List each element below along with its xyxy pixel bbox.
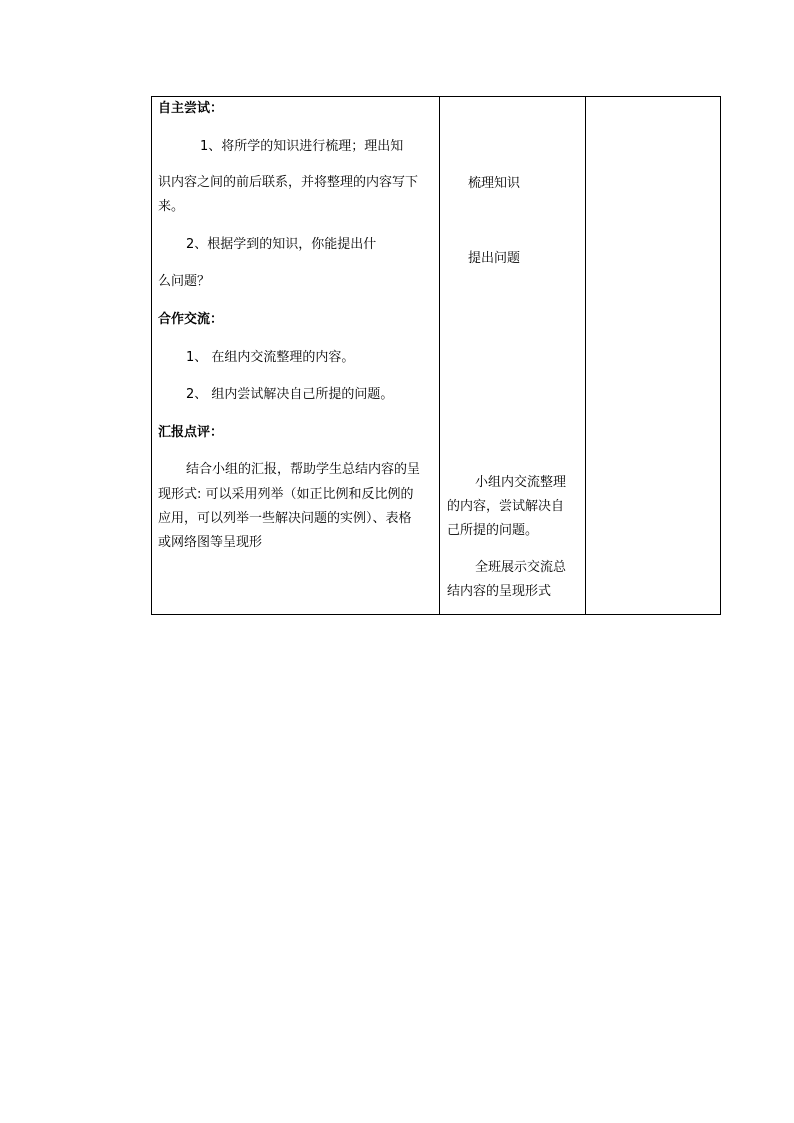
activity3-line1: 小组内交流整理 bbox=[475, 475, 567, 490]
activity4-line2: 结内容的呈现形式 bbox=[447, 584, 552, 599]
heading-cooperation: 合作交流： bbox=[158, 312, 224, 327]
activity3-line3: 己所提的问题。 bbox=[447, 523, 539, 538]
item1-line3: 来。 bbox=[158, 199, 185, 214]
report-line1: 结合小组的汇报，帮助学生总结内容的呈 bbox=[186, 462, 421, 477]
table-row bbox=[152, 97, 721, 615]
report-line3: 应用，可以列举一些解决问题的实例）、表格 bbox=[158, 511, 412, 526]
report-line2: 现形式: 可以采用列举（如正比例和反比例的 bbox=[158, 487, 414, 502]
teacher-activity-cell bbox=[152, 97, 440, 615]
activity4-line1: 全班展示交流总 bbox=[475, 560, 567, 575]
coop-item1: 1、 在组内交流整理的内容。 bbox=[186, 350, 355, 365]
notes-cell bbox=[586, 97, 721, 615]
activity-sort-knowledge: 梳理知识 bbox=[468, 176, 521, 191]
activity3-line2: 的内容，尝试解决自 bbox=[447, 499, 565, 514]
heading-self-attempt: 自主尝试： bbox=[158, 101, 224, 116]
item1-line1: 1、将所学的知识进行梳理；理出知 bbox=[200, 139, 404, 154]
heading-report: 汇报点评： bbox=[158, 425, 224, 440]
activity-ask-questions: 提出问题 bbox=[468, 251, 521, 266]
student-activity-cell bbox=[440, 97, 586, 615]
item2-line2: 么问题？ bbox=[158, 274, 211, 289]
report-line4: 或网络图等呈现形 bbox=[158, 535, 263, 550]
item2-line1: 2、根据学到的知识，你能提出什 bbox=[186, 237, 377, 252]
item1-line2: 识内容之间的前后联系，并将整理的内容写下 bbox=[158, 175, 419, 190]
lesson-plan-table bbox=[151, 96, 721, 615]
coop-item2: 2、 组内尝试解决自己所提的问题。 bbox=[186, 387, 394, 402]
